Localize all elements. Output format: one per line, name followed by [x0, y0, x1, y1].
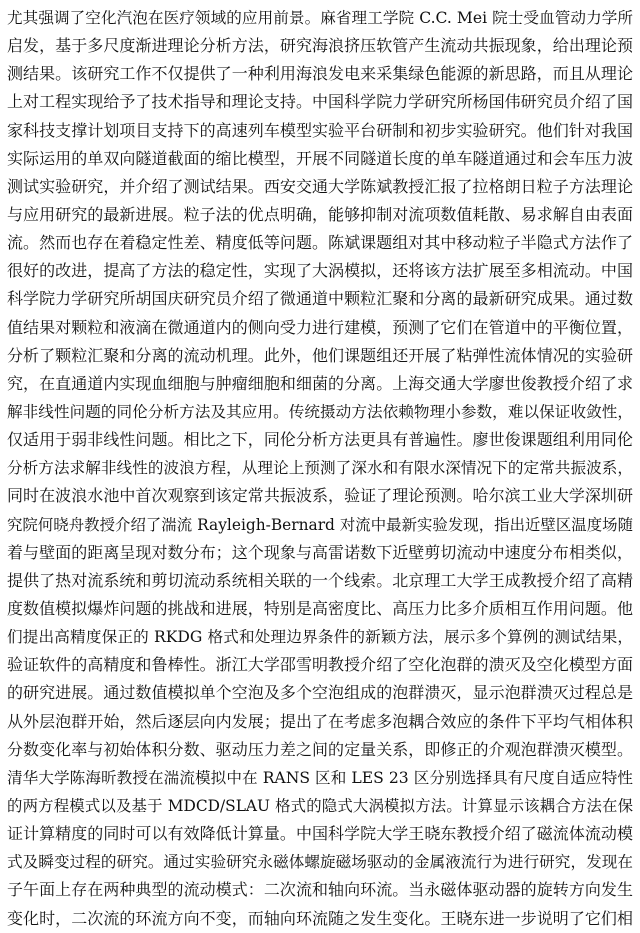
text-line-26: 从外层泡群开始，然后逐层向内发展；提出了在考虑多泡耦合效应的条件下平均气相体积 — [7, 711, 633, 731]
text-line-10: 很好的改进，提高了方法的稳定性，实现了大涡模拟，还将该方法扩展至多相流动。中国 — [7, 261, 633, 281]
text-line-7: 测试实验研究，并介绍了测试结果。西安交通大学陈斌教授汇报了拉格朗日粒子方法理论 — [7, 176, 633, 196]
text-line-30: 证计算精度的同时可以有效降低计算量。中国科学院大学王晓东教授介绍了磁流体流动模 — [7, 824, 633, 844]
text-line-3: 测结果。该研究工作不仅提供了一种利用海浪发电来采集绿色能源的新思路，而且从理论 — [7, 64, 633, 84]
text-line-31: 式及瞬变过程的研究。通过实验研究永磁体螺旋磁场驱动的金属液流行为进行研究，发现在 — [7, 853, 633, 872]
text-line-17: 分析方法求解非线性的波浪方程，从理论上预测了深水和有限水深情况下的定常共振波系， — [7, 459, 633, 478]
text-line-5: 家科技支撑计划项目支持下的高速列车模型实验平台研制和初步实验研究。他们针对我国 — [7, 120, 633, 140]
text-line-11: 科学院力学研究所胡国庆研究员介绍了微通道中颗粒汇聚和分离的最新研究成果。通过数 — [7, 289, 633, 309]
text-line-16: 仅适用于弱非线性问题。相比之下，同伦分析方法更具有普遍性。廖世俊课题组利用同伦 — [7, 430, 633, 450]
text-line-9: 流。然而也存在着稳定性差、精度低等问题。陈斌课题组对其中移动粒子半隐式方法作了 — [7, 233, 633, 253]
text-line-20: 着与壁面的距离呈现对数分布；这个现象与高雷诺数下近壁剪切流动中速度分布相类似， — [7, 542, 633, 562]
text-line-13: 分析了颗粒汇聚和分离的流动机理。此外，他们课题组还开展了粘弹性流体情况的实验研 — [7, 345, 633, 365]
text-line-19: 究院何晓舟教授介绍了湍流 Rayleigh-Bernard 对流中最新实验发现，指出近壁区温度场随 — [7, 515, 633, 534]
text-line-12: 值结果对颗粒和液滴在微通道内的侧向受力进行建模，预测了它们在管道中的平衡位置， — [7, 317, 633, 337]
document-body — [7, 4, 633, 933]
text-line-18: 同时在波浪水池中首次观察到该定常共振波系，验证了理论预测。哈尔滨工业大学深圳研 — [7, 486, 633, 506]
text-line-2: 启发，基于多尺度渐进理论分析方法，研究海浪挤压软管产生流动共振现象，给出理论预 — [7, 36, 633, 56]
text-line-27: 分数变化率与初始体积分数、驱动压力差之间的定量关系，即修正的介观泡群溃灭模型。 — [7, 739, 633, 759]
text-line-23: 们提出高精度保正的 RKDG 格式和处理边界条件的新颖方法，展示多个算例的测试结果， — [7, 628, 633, 647]
text-line-1: 尤其强调了空化汽泡在医疗领域的应用前景。麻省理工学院 C.C. Mei 院士受血管动力学所 — [7, 9, 633, 27]
text-line-33: 变化时，二次流的环流方向不变，而轴向环流随之发生变化。王晓东进一步说明了它们相 — [7, 908, 633, 928]
text-line-24: 验证软件的高精度和鲁棒性。浙江大学邵雪明教授介绍了空化泡群的溃灭及空化模型方面 — [7, 655, 633, 675]
text-line-29: 的两方程模式以及基于 MDCD/SLAU 格式的隐式大涡模拟方法。计算显示该耦合方法在保 — [7, 796, 633, 815]
text-line-6: 实际运用的单双向隧道截面的缩比模型，开展不同隧道长度的单车隧道通过和会车压力波 — [7, 148, 633, 168]
text-line-8: 与应用研究的最新进展。粒子法的优点明确，能够抑制对流项数值耗散、易求解自由表面 — [7, 204, 633, 224]
text-line-15: 解非线性问题的同伦分析方法及其应用。传统摄动方法依赖物理小参数，难以保证收敛性， — [7, 402, 633, 421]
text-line-14: 究，在直通道内实现血细胞与肿瘤细胞和细菌的分离。上海交通大学廖世俊教授介绍了求 — [7, 373, 633, 393]
text-line-25: 的研究进展。通过数值模拟单个空泡及多个空泡组成的泡群溃灭，显示泡群溃灭过程总是 — [7, 683, 633, 703]
text-line-22: 度数值模拟爆炸问题的挑战和进展，特别是高密度比、高压力比多介质相互作用问题。他 — [7, 598, 633, 618]
text-line-32: 子午面上存在两种典型的流动模式：二次流和轴向环流。当永磁体驱动器的旋转方向发生 — [7, 880, 633, 900]
text-line-28: 清华大学陈海昕教授在湍流模拟中在 RANS 区和 LES 23 区分别选择具有尺度自适应特性 — [7, 768, 633, 787]
text-line-4: 上对工程实现给予了技术指导和理论支持。中国科学院力学研究所杨国伟研究员介绍了国 — [7, 92, 633, 112]
text-line-21: 提供了热对流系统和剪切流动系统相关联的一个线索。北京理工大学王成教授介绍了高精 — [7, 570, 633, 590]
